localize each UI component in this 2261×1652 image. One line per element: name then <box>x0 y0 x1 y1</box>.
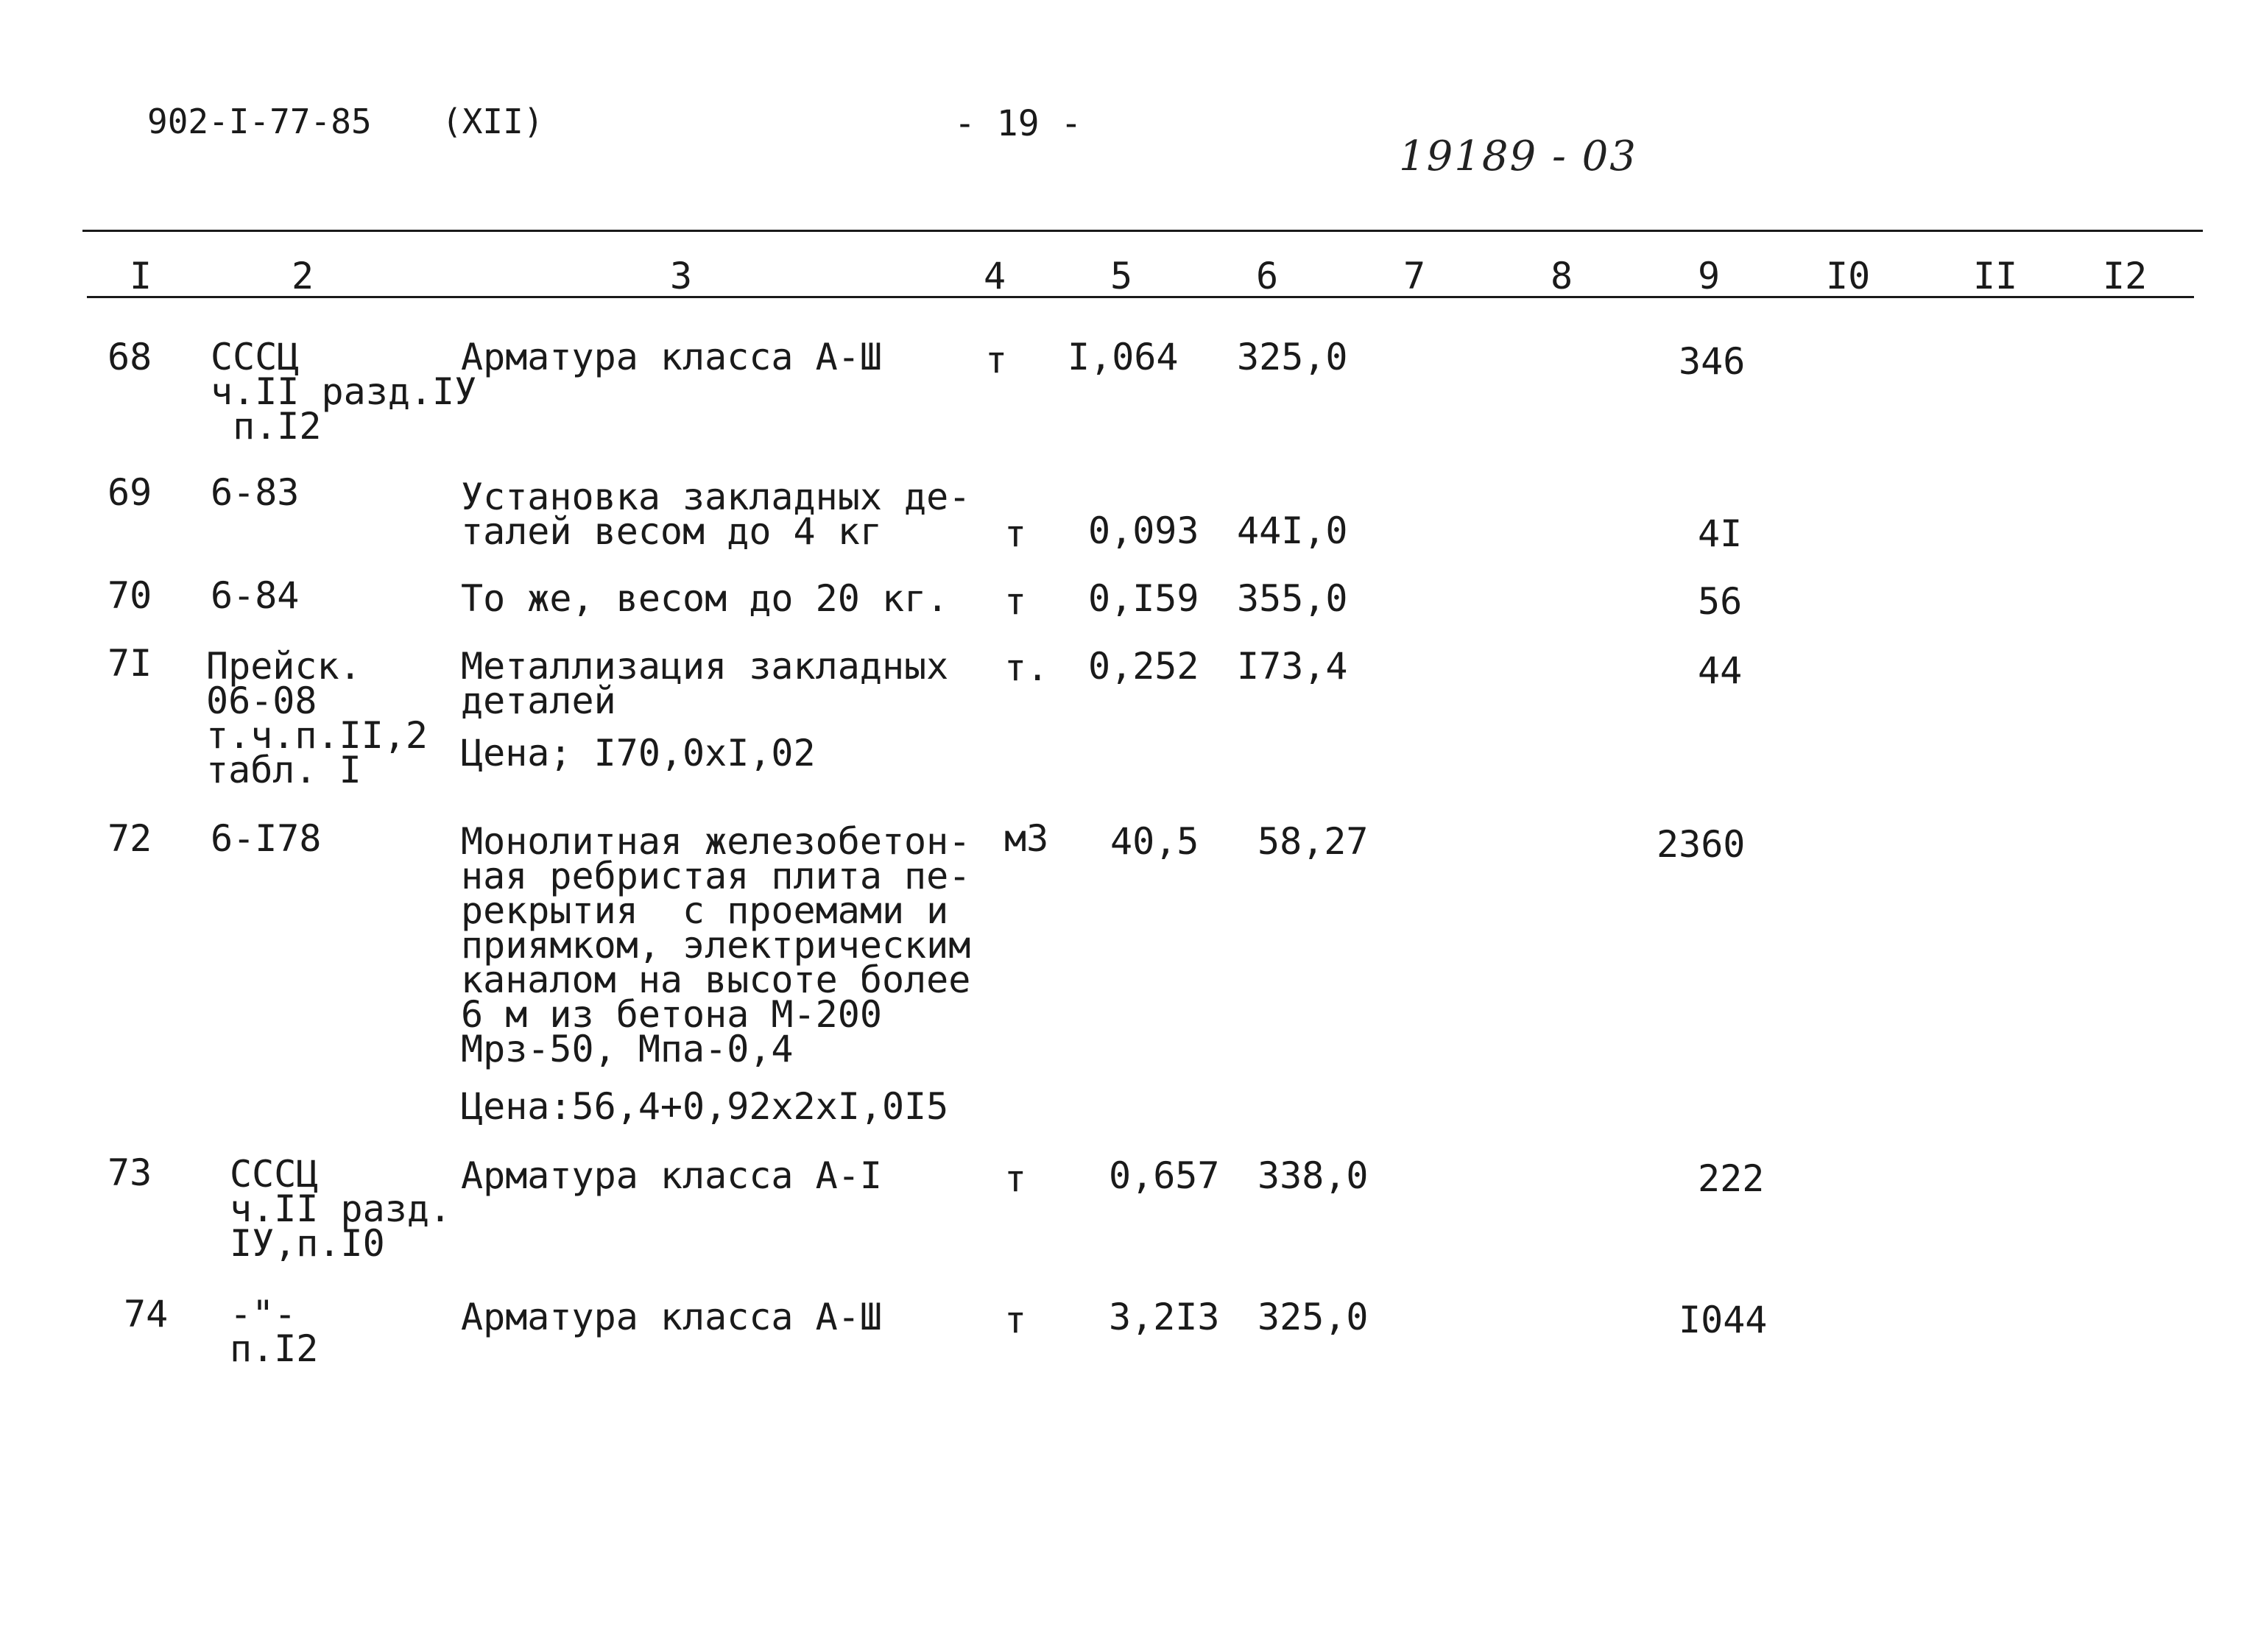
table-top-rule <box>82 230 2203 232</box>
unit-price: 325,0 <box>1258 1296 1369 1338</box>
work-description: Монолитная железобетон- ная ребристая плита пе- рекрытия с проемами и приямком, электрическим каналом на высоте более 6 м из бетона М-200 Мрз-50, Мпа-0,4 <box>461 820 971 1070</box>
column-number-12: I2 <box>2103 255 2148 297</box>
norm-reference: -"- п.I2 <box>230 1293 319 1370</box>
unit: т <box>1004 1299 1027 1341</box>
total-cost: 222 <box>1698 1157 1765 1200</box>
column-number-5: 5 <box>1110 255 1133 297</box>
quantity: 40,5 <box>1110 820 1199 863</box>
work-description: Арматура класса А-Ш <box>461 336 882 378</box>
column-number-10: I0 <box>1826 255 1871 297</box>
total-cost: I044 <box>1679 1299 1768 1341</box>
work-description: Установка закладных де- талей весом до 4 кг <box>461 476 971 553</box>
unit-price: 58,27 <box>1258 820 1369 863</box>
row-number: 73 <box>107 1151 152 1194</box>
norm-reference: Прейск. 06-08 т.ч.п.II,2 табл. I <box>206 645 428 791</box>
row-number: 72 <box>107 817 152 860</box>
unit-price: 44I,0 <box>1237 509 1348 552</box>
unit-price: I73,4 <box>1237 645 1348 688</box>
column-number-8: 8 <box>1551 255 1573 297</box>
column-number-3: 3 <box>670 255 693 297</box>
total-cost: 56 <box>1698 580 1743 623</box>
unit-price: 338,0 <box>1258 1154 1369 1197</box>
price-formula: Цена:56,4+0,92x2xI,0I5 <box>461 1085 949 1128</box>
work-description: Арматура класса А-Ш <box>461 1296 882 1338</box>
price-formula: Цена; I70,0xI,02 <box>461 732 816 774</box>
quantity: 0,093 <box>1088 509 1199 552</box>
norm-reference: 6-83 <box>211 471 300 514</box>
unit-price: 325,0 <box>1237 336 1348 378</box>
quantity: I,064 <box>1068 336 1179 378</box>
column-number-6: 6 <box>1256 255 1279 297</box>
row-number: 70 <box>107 574 152 617</box>
column-number-1: I <box>130 255 152 297</box>
norm-reference: 6-84 <box>211 574 300 617</box>
total-cost: 4I <box>1698 512 1743 555</box>
column-number-2: 2 <box>292 255 314 297</box>
row-number: 68 <box>107 336 152 378</box>
unit: т <box>985 339 1008 381</box>
column-number-4: 4 <box>984 255 1006 297</box>
norm-reference: СССЦ ч.II разд. IУ,п.I0 <box>230 1153 452 1265</box>
work-description: Арматура класса А-I <box>461 1154 882 1197</box>
total-cost: 346 <box>1679 340 1746 383</box>
column-number-7: 7 <box>1403 255 1426 297</box>
unit: т <box>1004 580 1027 623</box>
row-number: 69 <box>107 471 152 514</box>
unit: т <box>1004 512 1027 555</box>
quantity: 0,I59 <box>1088 577 1199 620</box>
page-number: - 19 - <box>954 103 1082 144</box>
work-description: То же, весом до 20 кг. <box>461 577 949 620</box>
total-cost: 2360 <box>1657 823 1746 866</box>
unit: м3 <box>1004 817 1049 860</box>
row-number: 74 <box>124 1293 169 1335</box>
inventory-number: 19189 - 03 <box>1399 133 1637 180</box>
document-code: 902-I-77-85 <box>147 102 372 141</box>
column-number-11: II <box>1973 255 2018 297</box>
row-number: 7I <box>107 642 152 685</box>
work-description: Металлизация закладных деталей <box>461 645 949 722</box>
column-number-9: 9 <box>1698 255 1721 297</box>
quantity: 3,2I3 <box>1109 1296 1220 1338</box>
quantity: 0,252 <box>1088 645 1199 688</box>
unit: т. <box>1004 646 1049 689</box>
column-header-rule <box>87 296 2194 298</box>
unit-price: 355,0 <box>1237 577 1348 620</box>
unit: т <box>1004 1157 1027 1200</box>
document-volume: (XII) <box>442 102 544 141</box>
norm-reference: СССЦ ч.II разд.IУ п.I2 <box>211 336 477 448</box>
total-cost: 44 <box>1698 649 1743 692</box>
norm-reference: 6-I78 <box>211 817 322 860</box>
quantity: 0,657 <box>1109 1154 1220 1197</box>
